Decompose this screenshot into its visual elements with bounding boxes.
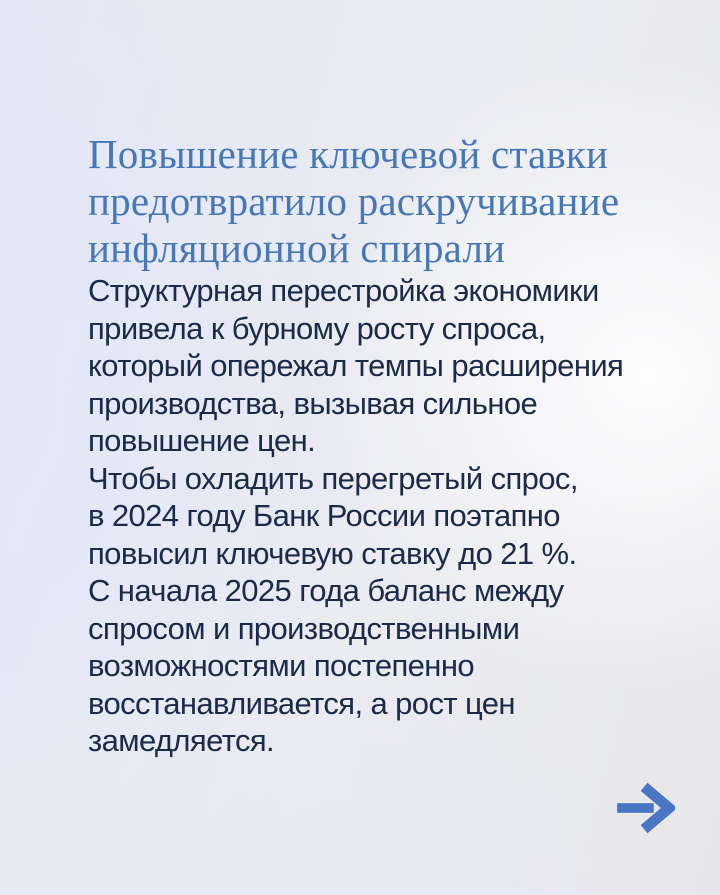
paragraph-3-line-3: возможностями постепенно bbox=[88, 648, 474, 683]
next-slide-button[interactable] bbox=[617, 782, 675, 834]
paragraph-2-line-3: повысил ключевую ставку до 21 %. bbox=[88, 535, 577, 571]
title-line-2: предотвратило раскручивание bbox=[88, 178, 620, 224]
paragraph-1-line-1: Структурная перестройка экономики bbox=[88, 273, 599, 308]
paragraph-1-line-5: повышение цен. bbox=[88, 423, 316, 458]
right-arrow-icon bbox=[617, 782, 675, 834]
paragraph-2-line-2: в 2024 году Банк России поэтапно bbox=[88, 498, 560, 533]
paragraph-2-line-1: Чтобы охладить перегретый спрос, bbox=[88, 460, 578, 496]
paragraph-3-line-4: восстанавливается, а рост цен bbox=[88, 685, 515, 721]
slide-body bbox=[88, 272, 690, 760]
paragraph-1-line-3: который опережал темпы расширения bbox=[88, 348, 624, 383]
paragraph-3-line-1: С начала 2025 года баланс между bbox=[88, 573, 564, 608]
title-line-1: Повышение ключевой ставки bbox=[88, 131, 609, 177]
slide-title bbox=[88, 131, 690, 272]
paragraph-3 bbox=[88, 572, 690, 760]
paragraph-3-line-2: спросом и производственными bbox=[88, 610, 520, 646]
paragraph-1-line-4: производства, вызывая сильное bbox=[88, 385, 538, 421]
paragraph-2 bbox=[88, 460, 690, 573]
title-line-3: инфляционной спирали bbox=[88, 225, 506, 271]
paragraph-3-line-5: замедляется. bbox=[88, 723, 275, 758]
paragraph-1-line-2: привела к бурному росту спроса, bbox=[88, 310, 546, 346]
paragraph-1 bbox=[88, 272, 690, 460]
